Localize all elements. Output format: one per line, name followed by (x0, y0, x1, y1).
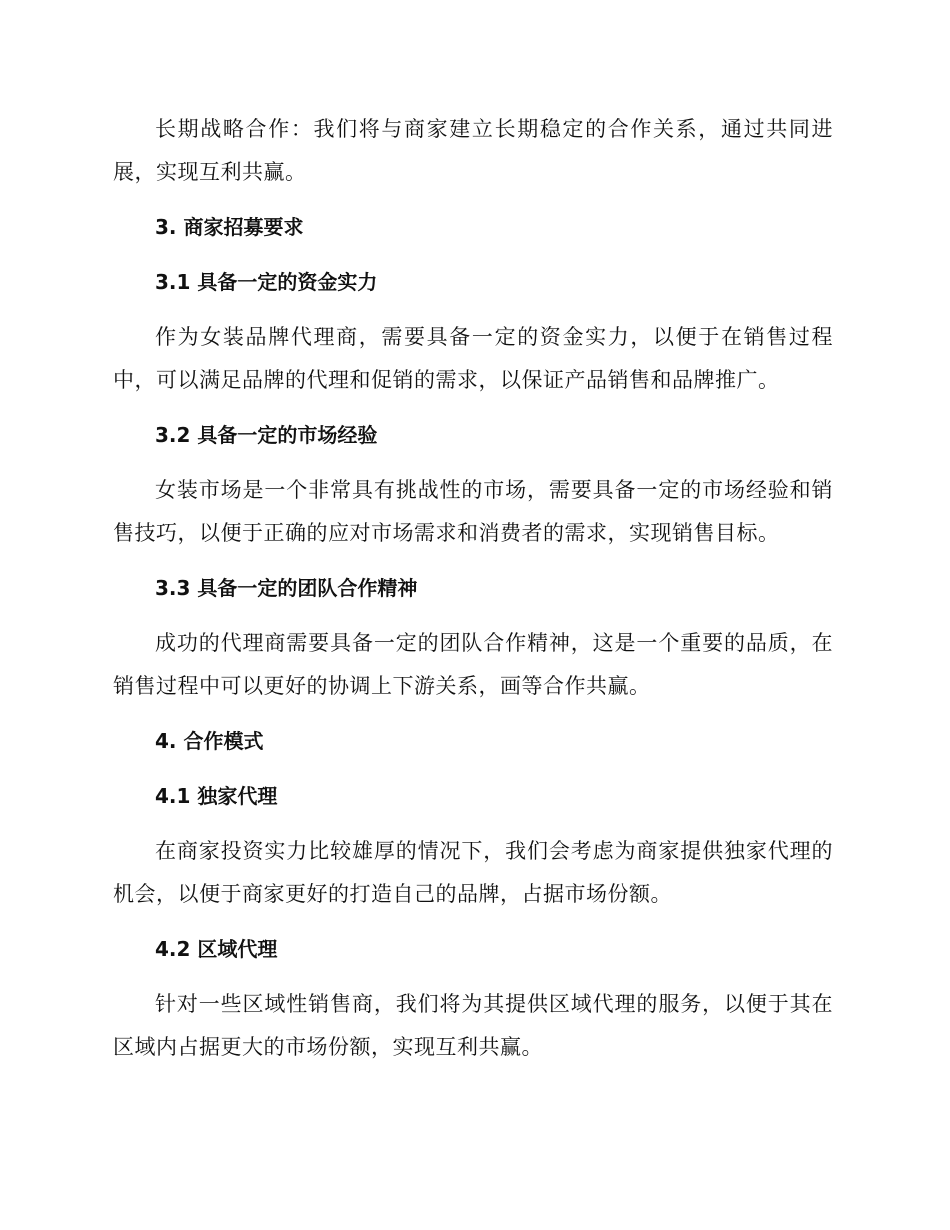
document-body (113, 108, 833, 1069)
heading-regional-agency: 4.2 区域代理 (155, 937, 278, 961)
heading-merchant-requirements: 3. 商家招募要求 (155, 215, 304, 239)
paragraph-teamwork-spirit: 成功的代理商需要具备一定的团队合作精神，这是一个重要的品质，在销售过程中可以更好的协调上下游关系，画等合作共赢。 (113, 631, 833, 698)
paragraph-capital-strength: 作为女装品牌代理商，需要具备一定的资金实力，以便于在销售过程中，可以满足品牌的代理和促销的需求，以保证产品销售和品牌推广。 (113, 325, 833, 392)
heading-market-experience: 3.2 具备一定的市场经验 (155, 423, 378, 447)
paragraph-exclusive-agency: 在商家投资实力比较雄厚的情况下，我们会考虑为商家提供独家代理的机会，以便于商家更好的打造自己的品牌，占据市场份额。 (113, 839, 833, 906)
heading-cooperation-model: 4. 合作模式 (155, 729, 264, 753)
heading-teamwork-spirit: 3.3 具备一定的团队合作精神 (155, 576, 418, 600)
paragraph-regional-agency: 针对一些区域性销售商，我们将为其提供区域代理的服务，以便于其在区域内占据更大的市场份额，实现互利共赢。 (113, 992, 833, 1059)
heading-capital-strength: 3.1 具备一定的资金实力 (155, 270, 378, 294)
paragraph-long-term-cooperation: 长期战略合作：我们将与商家建立长期稳定的合作关系，通过共同进展，实现互利共赢。 (113, 117, 833, 184)
heading-exclusive-agency: 4.1 独家代理 (155, 784, 278, 808)
paragraph-market-experience: 女装市场是一个非常具有挑战性的市场，需要具备一定的市场经验和销售技巧，以便于正确的应对市场需求和消费者的需求，实现销售目标。 (113, 478, 833, 545)
